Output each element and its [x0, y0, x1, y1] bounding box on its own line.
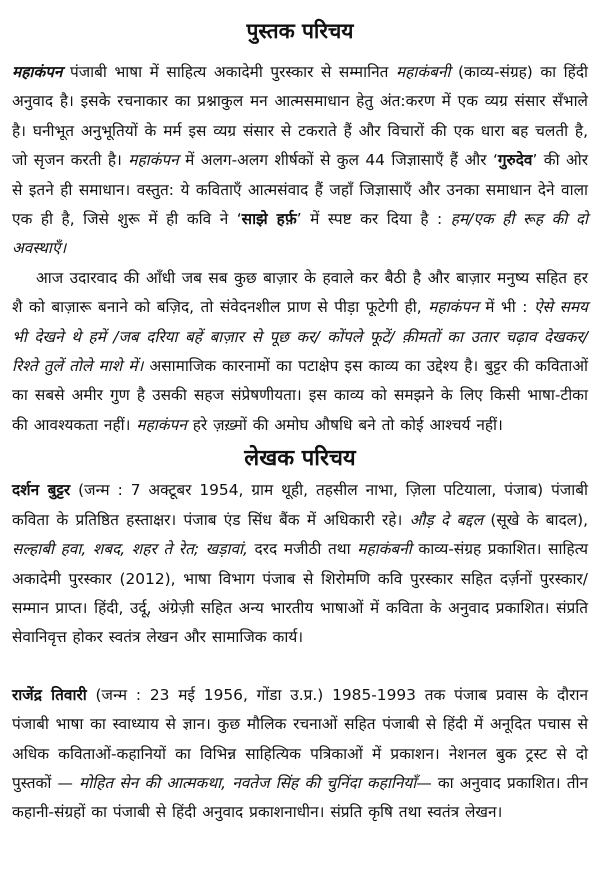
- text-run: (सूखे के बादल),: [483, 510, 589, 529]
- author-intro-paragraph-1: [12, 476, 588, 652]
- author-name: दर्शन बुट्टर: [12, 481, 71, 500]
- text-run: हरे ज़ख़्मों की अमोघ औषधि बने तो कोई आश्चर्य नहीं।: [186, 415, 503, 434]
- text-run: ’ में स्पष्ट कर दिया है :: [296, 210, 451, 229]
- italic-run: मोहित सेन की आत्मकथा, नवतेज सिंह की चुनिंदा कहानियाँ: [78, 773, 417, 792]
- italic-run: सल्हाबी हवा, शबद, शहर ते रेत; खड़ावां,: [12, 540, 248, 559]
- translator-name: राजेंद्र तिवारी: [12, 685, 87, 704]
- text-run: ’ की ओर से इतने ही समाधान। वस्तुत: ये कविताएँ आत्मसंवाद हैं जहाँ जिज्ञासाएँ और उनका समाधान देने वाला एक ही है, जिसे शुरू में ही कवि ने ‘: [12, 151, 588, 229]
- bold-run: गुरुदेव: [497, 151, 533, 170]
- book-intro-paragraph-2: [12, 264, 588, 440]
- translator-intro-paragraph: [12, 681, 588, 828]
- book-title-word: महाकंपन: [12, 63, 63, 81]
- italic-run: महाकंबनी: [357, 540, 412, 559]
- italic-run: महाकंबनी: [395, 63, 451, 81]
- italic-run: ऐसे समय भी देखने थे हमें /जब दरिया बहें बाज़ार से पूछ कर/ कोंपले फूटें/ क़ीमतों का उतार चढ़ाव देखकर/ रिश्ते तुलें तोले माशे में।: [12, 298, 588, 376]
- text-run: असामाजिक कारनामों का पटाक्षेप इस काव्य का उद्देश्य है। बुट्टर की कविताओं का सबसे अमीर गुण है उसकी सहज संप्रेषणीयता। इस काव्य को समझने के लिए किसी भाषा-टीका की आवश्यकता नहीं।: [12, 357, 588, 434]
- book-intro-paragraph-1: [12, 58, 588, 264]
- bold-run: साझे हर्फ़: [241, 210, 297, 229]
- author-intro-heading: लेखक परिचय: [244, 446, 356, 472]
- italic-run: महाकंपन: [136, 415, 187, 434]
- text-run: आज उदारवाद की आँधी जब सब कुछ बाज़ार के हवाले कर बैठी है और बाज़ार मनुष्य सहित हर शै को बाज़ारू बनाने को बज़िद, तो संवेदनशील प्राण से पीड़ा फूटेगी ही,: [12, 268, 588, 317]
- text-run: दरद मजीठी तथा: [247, 540, 358, 559]
- italic-run: महाकंपन: [128, 151, 179, 170]
- text-run: — का अनुवाद प्रकाशित। तीन कहानी-संग्रहों का पंजाबी से हिंदी अनुवाद प्रकाशनाधीन। संप्रति कृषि तथा स्वतंत्र लेखन।: [12, 773, 589, 822]
- text-run: काव्य-संग्रह प्रकाशित। साहित्य अकादेमी पुरस्कार (2012), भाषा विभाग पंजाब से शिरोमणि कवि पुरस्कार सहित दर्ज़नों पुरस्कार/सम्मान प्राप्त। हिंदी, उर्दू, अंग्रेज़ी सहित अन्य भारतीय भाषाओं में कविता के अनुवाद प्रकाशित। संप्रति सेवानिवृत्त होकर स्वतंत्र लेखन और सामाजिक कार्य।: [12, 540, 589, 647]
- italic-run: औड़ दे बद्दल: [409, 510, 484, 529]
- italic-run: हम/एक ही रूह की दो अवस्थाएँ।: [12, 210, 589, 258]
- text-run: (काव्य-संग्रह) का हिंदी अनुवाद है। इसके रचनाकार का प्रश्नाकुल मन आत्मसमाधान हेतु अंत:करण में एक व्यग्र संसार सँभाले है। घनीभूत अनुभूतियों के मर्म इस व्यग्र संसार से टकराते हैं और विचारों की एक धारा बह चलती है, जो सृजन करती है।: [12, 63, 589, 170]
- book-intro-heading: पुस्तक परिचय: [246, 19, 354, 43]
- text-run: में भी :: [478, 298, 534, 317]
- text-run: (जन्म : 23 मई 1956, गोंडा उ.प्र.) 1985-1993 तक पंजाब प्रवास के दौरान पंजाबी भाषा का स्वाध्याय से ज्ञान। कुछ मौलिक रचनाओं सहित पंजाबी से हिंदी में अनूदित पचास से अधिक कविताओं-कहानियों का विभिन्न साहित्यिक पत्रिकाओं में प्रकाशन। नेशनल बुक ट्रस्ट से दो पुस्तकों —: [12, 685, 588, 792]
- text-run: में अलग-अलग शीर्षकों से कुल 44 जिज्ञासाएँ हैं और ‘: [178, 151, 498, 170]
- italic-run: महाकंपन: [428, 298, 479, 317]
- text-run: (जन्म : 7 अक्टूबर 1954, ग्राम थूही, तहसील नाभा, ज़िला पटियाला, पंजाब) पंजाबी कविता के प्रतिष्ठित हस्ताक्षर। पंजाब एंड सिंध बैंक में अधिकारी रहे।: [12, 481, 588, 529]
- text-run: पंजाबी भाषा में साहित्य अकादेमी पुरस्कार से सम्मानित: [62, 63, 396, 81]
